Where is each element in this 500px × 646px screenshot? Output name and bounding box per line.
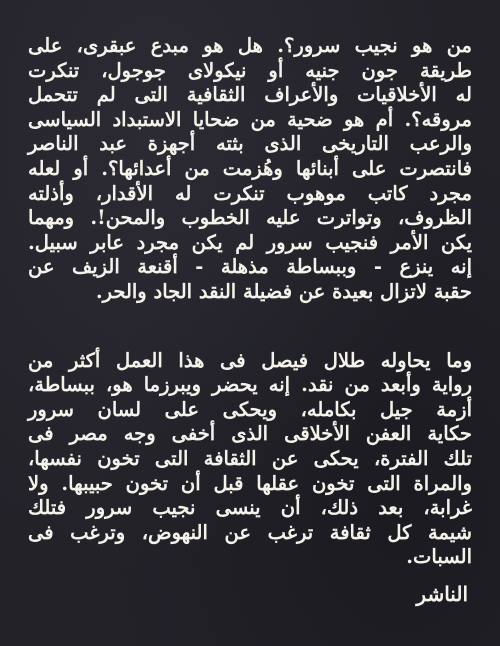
text-line: طريقة جون جنيه أو نيكولاى جوجول، تنكرت xyxy=(28,58,472,82)
text-line: فانتصرت على أبنائها وهُزمت من أعدائها؟. أو لعله xyxy=(28,156,472,180)
paragraph-1 xyxy=(28,34,472,305)
text-line: حقبة لاتزال بعيدة عن فضيلة النقد الجاد والحر. xyxy=(95,279,472,303)
text-line: وما يحاوله طلال فيصل فى هذا العمل أكثر من xyxy=(28,348,472,372)
text-line: غرابة، بعد ذلك، أن ينسى نجيب سرور فتلك xyxy=(28,496,472,520)
text-line: له الأخلاقيات والأعراف الثقافية التى لم تتحمل xyxy=(28,83,472,107)
text-line: مجرد كاتب موهوب تنكرت له الأقدار، وأذلته xyxy=(28,181,472,205)
text-line: السبات. xyxy=(406,545,472,569)
text-line: شيمة كل ثقافة ترغب عن النهوض، وترغب فى xyxy=(28,520,472,544)
publisher-signature: الناشر xyxy=(416,581,468,606)
text-line: حكاية العفن الأخلاقى الذى أخفى وجه مصر فى xyxy=(28,422,472,446)
text-line: والمراة التى تخون عقلها قبل أن تخون حبيبها. ولا xyxy=(28,471,472,495)
text-line: يكن الأمر فنجيب سرور لم يكن مجرد عابر سبيل. xyxy=(28,230,472,254)
text-line: والرعب التاريخى الذى بثته أجهزة عبد الناصر xyxy=(28,132,472,156)
text-line: أزمة جيل بكامله، ويحكى على لسان سرور xyxy=(28,397,472,421)
text-line: إنه ينزع - وببساطة مذهلة - أقنعة الزيف عن xyxy=(28,255,472,279)
text-line: الظروف، وتواترت عليه الخطوب والمحن!. ومهما xyxy=(28,206,472,230)
paragraph-2 xyxy=(28,349,472,570)
text-line: تلك الفترة، يحكى عن الثقافة التى تخون نفسها، xyxy=(28,446,472,470)
text-line: مروقه؟. أم هو ضحية من ضحايا الاستبداد السياسى xyxy=(28,107,472,131)
text-line: من هو نجيب سرور؟. هل هو مبدع عبقرى، على xyxy=(28,34,472,57)
text-line: رواية وأبعد من نقد. إنه يحضر ويبرزما هو، ببساطة، xyxy=(28,373,472,397)
